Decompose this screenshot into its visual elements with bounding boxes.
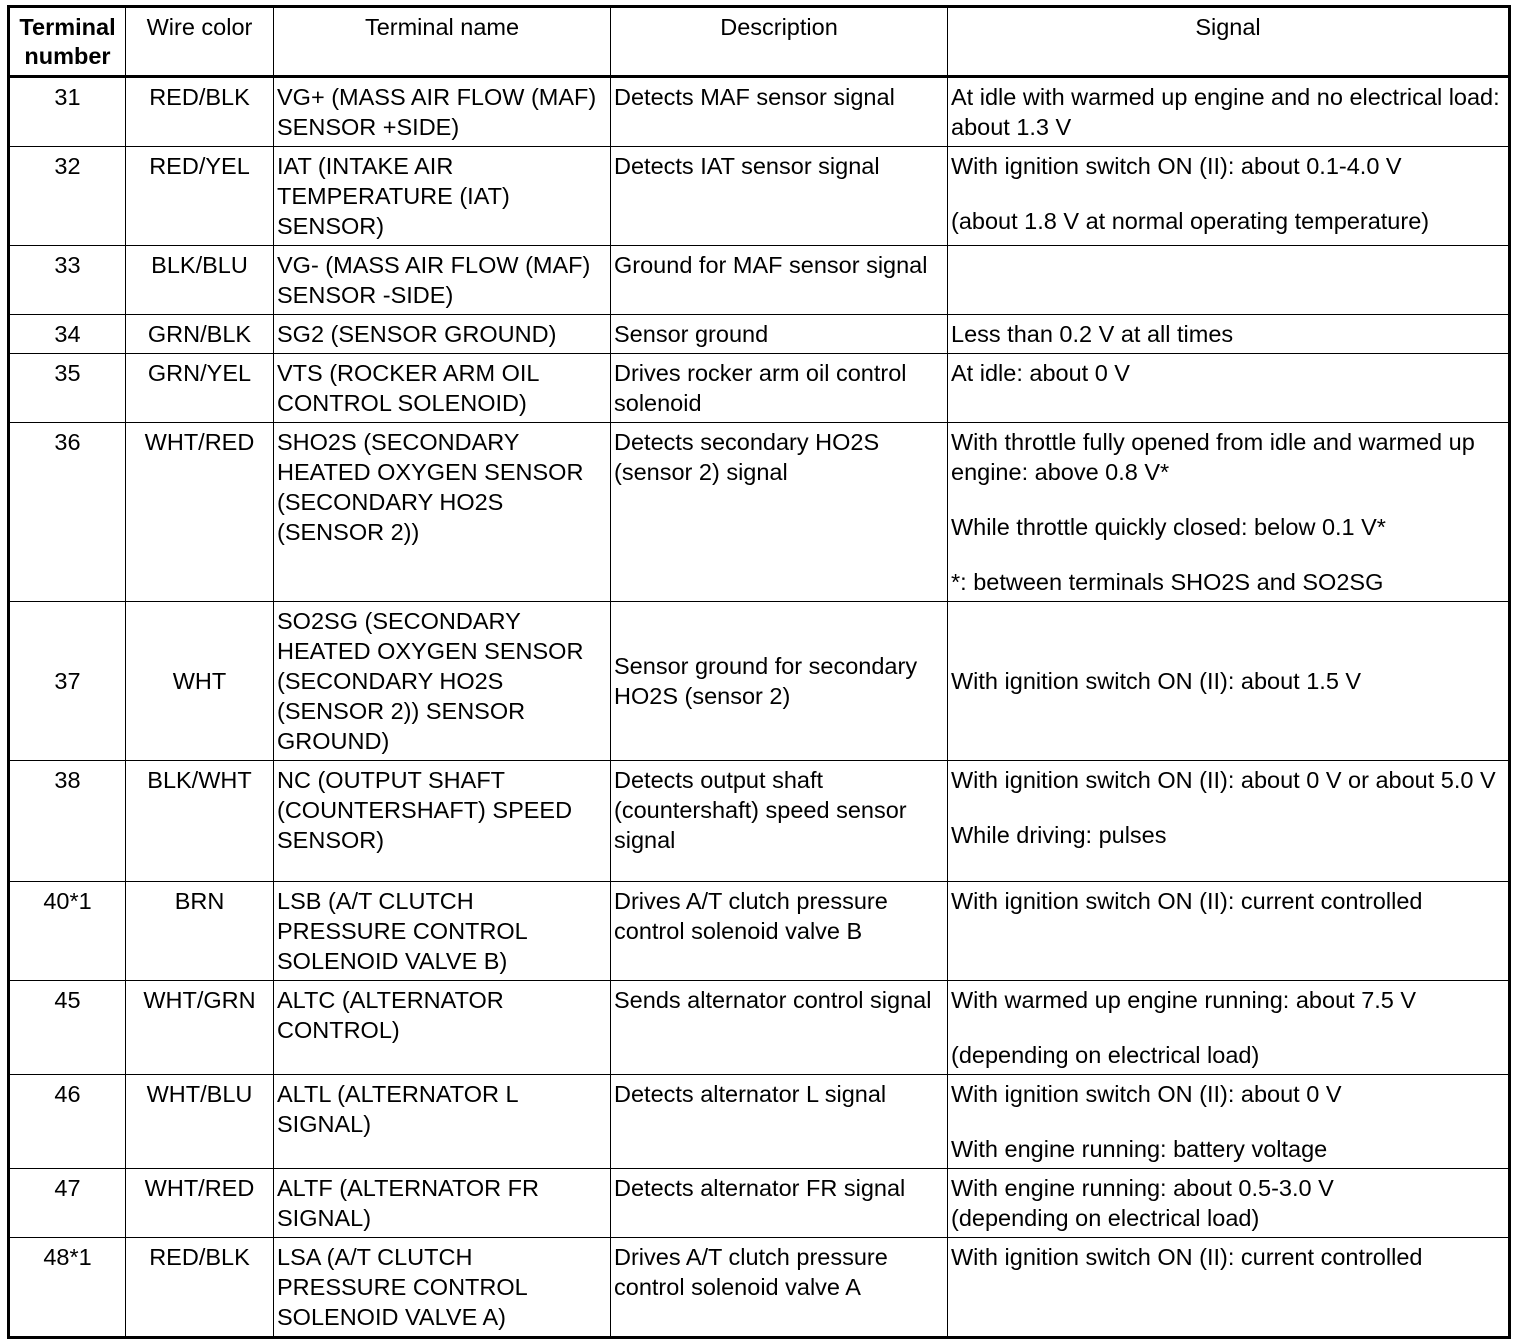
- description-cell: Sensor ground for secondary HO2S (sensor 2): [611, 602, 948, 761]
- table-row: [9, 423, 1510, 602]
- terminal-name-cell: NC (OUTPUT SHAFT (COUNTERSHAFT) SPEED SENSOR): [274, 761, 611, 882]
- terminal-name-cell: VG- (MASS AIR FLOW (MAF) SENSOR -SIDE): [274, 246, 611, 315]
- terminal-number-cell: 37: [9, 602, 126, 761]
- wire-color-cell: BLK/WHT: [126, 761, 274, 882]
- terminal-number-cell: 38: [9, 761, 126, 882]
- header-wire-color: Wire color: [126, 7, 274, 77]
- header-terminal-name: Terminal name: [274, 7, 611, 77]
- terminal-number-cell: 46: [9, 1075, 126, 1169]
- signal-line: *: between terminals SHO2S and SO2SG: [951, 569, 1384, 595]
- terminal-name-cell: LSA (A/T CLUTCH PRESSURE CONTROL SOLENOID VALVE A): [274, 1238, 611, 1338]
- signal-line: With ignition switch ON (II): about 1.5 V: [951, 668, 1362, 694]
- description-cell: Detects secondary HO2S (sensor 2) signal: [611, 423, 948, 602]
- signal-line: With ignition switch ON (II): current controlled: [951, 1244, 1423, 1270]
- description-cell: Sends alternator control signal: [611, 981, 948, 1075]
- wire-color-cell: RED/BLK: [126, 1238, 274, 1338]
- signal-line: While throttle quickly closed: below 0.1 V*: [951, 514, 1386, 540]
- signal-cell: [948, 1238, 1510, 1338]
- signal-cell: [948, 1169, 1510, 1238]
- signal-line: With ignition switch ON (II): about 0 V or about 5.0 V: [951, 767, 1496, 793]
- terminal-number-cell: 31: [9, 77, 126, 147]
- table-row: [9, 1075, 1510, 1169]
- terminal-number-cell: 34: [9, 315, 126, 354]
- signal-cell: [948, 147, 1510, 246]
- table-row: [9, 1238, 1510, 1338]
- table-row: [9, 1169, 1510, 1238]
- wire-color-cell: GRN/YEL: [126, 354, 274, 423]
- signal-line: With ignition switch ON (II): about 0 V: [951, 1081, 1342, 1107]
- table-row: [9, 761, 1510, 882]
- wire-color-cell: WHT/RED: [126, 1169, 274, 1238]
- signal-cell: [948, 761, 1510, 882]
- signal-line: With engine running: about 0.5-3.0 V: [951, 1175, 1334, 1201]
- terminal-name-cell: SHO2S (SECONDARY HEATED OXYGEN SENSOR (SECONDARY HO2S (SENSOR 2)): [274, 423, 611, 602]
- terminal-number-cell: 32: [9, 147, 126, 246]
- signal-line: Less than 0.2 V at all times: [951, 321, 1234, 347]
- signal-cell: [948, 77, 1510, 147]
- signal-line: With engine running: battery voltage: [951, 1136, 1328, 1162]
- signal-line: At idle with warmed up engine and no electrical load: about 1.3 V: [951, 84, 1500, 140]
- terminal-table: [7, 5, 1511, 1339]
- signal-cell: [948, 981, 1510, 1075]
- signal-line: With ignition switch ON (II): current controlled: [951, 888, 1423, 914]
- description-cell: Drives A/T clutch pressure control solenoid valve B: [611, 882, 948, 981]
- description-cell: Sensor ground: [611, 315, 948, 354]
- terminal-name-cell: SG2 (SENSOR GROUND): [274, 315, 611, 354]
- terminal-number-cell: 33: [9, 246, 126, 315]
- header-description: Description: [611, 7, 948, 77]
- terminal-number-cell: 48*1: [9, 1238, 126, 1338]
- terminal-number-cell: 40*1: [9, 882, 126, 981]
- terminal-name-cell: ALTC (ALTERNATOR CONTROL): [274, 981, 611, 1075]
- terminal-name-cell: LSB (A/T CLUTCH PRESSURE CONTROL SOLENOID VALVE B): [274, 882, 611, 981]
- description-cell: Detects IAT sensor signal: [611, 147, 948, 246]
- header-signal: Signal: [948, 7, 1510, 77]
- terminal-number-cell: 45: [9, 981, 126, 1075]
- wire-color-cell: BLK/BLU: [126, 246, 274, 315]
- table-row: [9, 315, 1510, 354]
- signal-cell: [948, 315, 1510, 354]
- signal-line: While driving: pulses: [951, 822, 1167, 848]
- wire-color-cell: GRN/BLK: [126, 315, 274, 354]
- wire-color-cell: WHT/BLU: [126, 1075, 274, 1169]
- terminal-name-cell: VTS (ROCKER ARM OIL CONTROL SOLENOID): [274, 354, 611, 423]
- signal-cell: [948, 423, 1510, 602]
- table-row: [9, 354, 1510, 423]
- signal-line: At idle: about 0 V: [951, 360, 1130, 386]
- header-row: [9, 7, 1510, 77]
- signal-line: With ignition switch ON (II): about 0.1-4.0 V: [951, 153, 1402, 179]
- description-cell: Detects MAF sensor signal: [611, 77, 948, 147]
- table-header: [9, 7, 1510, 77]
- signal-line: (about 1.8 V at normal operating temperature): [951, 208, 1430, 234]
- description-cell: Ground for MAF sensor signal: [611, 246, 948, 315]
- description-cell: Drives rocker arm oil control solenoid: [611, 354, 948, 423]
- description-cell: Detects alternator FR signal: [611, 1169, 948, 1238]
- wire-color-cell: WHT: [126, 602, 274, 761]
- signal-cell: [948, 882, 1510, 981]
- wire-color-cell: WHT/RED: [126, 423, 274, 602]
- description-cell: Drives A/T clutch pressure control solenoid valve A: [611, 1238, 948, 1338]
- table-row: [9, 77, 1510, 147]
- terminal-name-cell: VG+ (MASS AIR FLOW (MAF) SENSOR +SIDE): [274, 77, 611, 147]
- wire-color-cell: WHT/GRN: [126, 981, 274, 1075]
- signal-line: (depending on electrical load): [951, 1205, 1260, 1231]
- terminal-number-cell: 47: [9, 1169, 126, 1238]
- table-body: [9, 77, 1510, 1338]
- signal-line: (depending on electrical load): [951, 1042, 1260, 1068]
- terminal-number-cell: 36: [9, 423, 126, 602]
- wire-color-cell: RED/YEL: [126, 147, 274, 246]
- header-terminal-number: Terminal number: [9, 7, 126, 77]
- description-cell: Detects alternator L signal: [611, 1075, 948, 1169]
- wire-color-cell: RED/BLK: [126, 77, 274, 147]
- signal-line: With throttle fully opened from idle and warmed up engine: above 0.8 V*: [951, 429, 1475, 485]
- table-row: [9, 147, 1510, 246]
- terminal-name-cell: ALTL (ALTERNATOR L SIGNAL): [274, 1075, 611, 1169]
- table-row: [9, 981, 1510, 1075]
- terminal-name-cell: SO2SG (SECONDARY HEATED OXYGEN SENSOR (SECONDARY HO2S (SENSOR 2)) SENSOR GROUND): [274, 602, 611, 761]
- signal-cell: [948, 1075, 1510, 1169]
- table-row: [9, 882, 1510, 981]
- wire-color-cell: BRN: [126, 882, 274, 981]
- table-row: [9, 246, 1510, 315]
- table-row: [9, 602, 1510, 761]
- signal-cell: [948, 602, 1510, 761]
- description-cell: Detects output shaft (countershaft) speed sensor signal: [611, 761, 948, 882]
- terminal-name-cell: IAT (INTAKE AIR TEMPERATURE (IAT) SENSOR): [274, 147, 611, 246]
- terminal-name-cell: ALTF (ALTERNATOR FR SIGNAL): [274, 1169, 611, 1238]
- signal-cell: [948, 246, 1510, 315]
- terminal-number-cell: 35: [9, 354, 126, 423]
- signal-cell: [948, 354, 1510, 423]
- signal-line: With warmed up engine running: about 7.5 V: [951, 987, 1417, 1013]
